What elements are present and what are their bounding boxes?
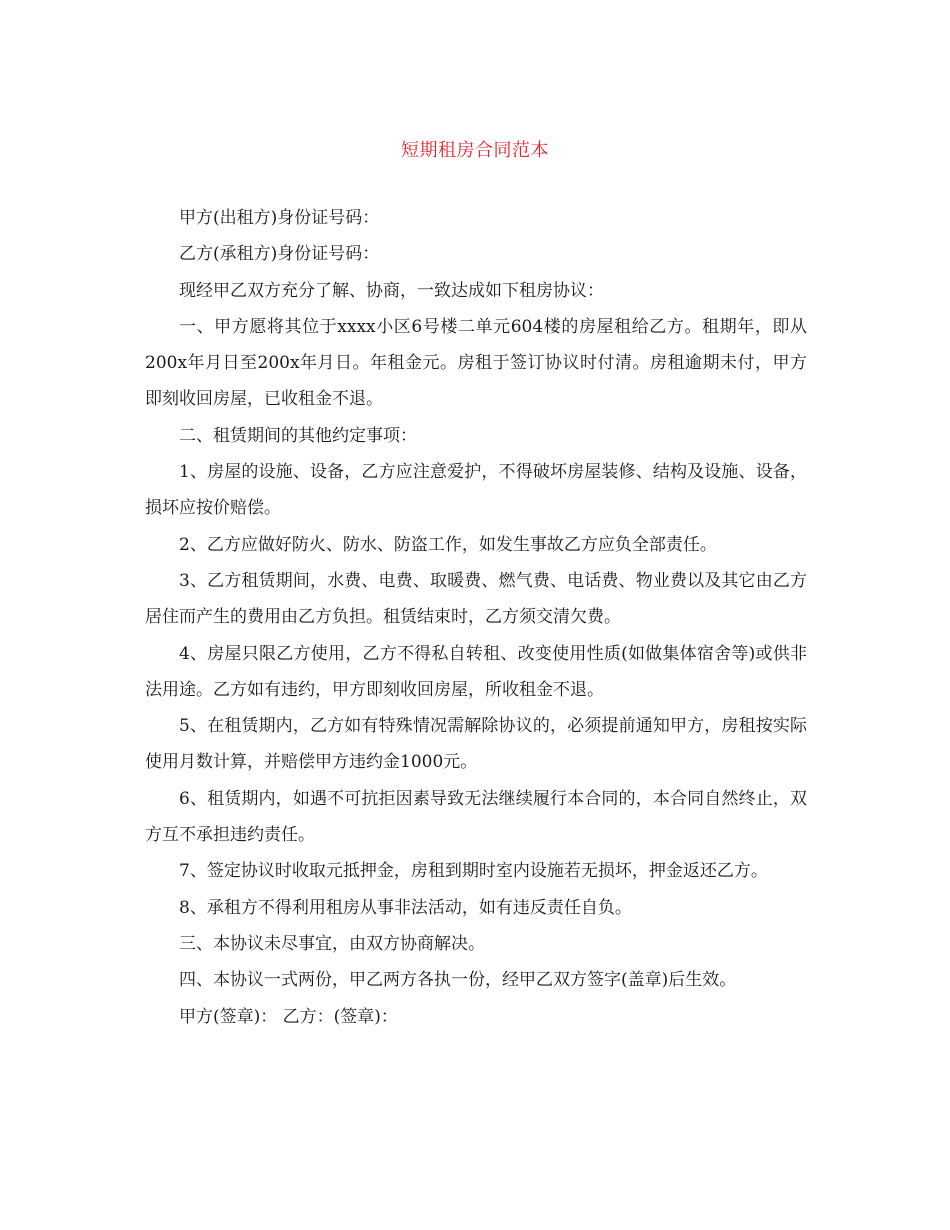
- signature-line: 甲方(签章)： 乙方：(签章)：: [179, 1006, 398, 1027]
- agreement-intro: 现经甲乙双方充分了解、协商，一致达成如下租房协议：: [179, 280, 604, 301]
- item-4: 4、房屋只限乙方使用，乙方不得私自转租、改变使用性质(如做集体宿舍等)或供非法用途。乙方如有违约，甲方即刻收回房屋，所收租金不退。: [145, 643, 807, 700]
- item-6: 6、租赁期内，如遇不可抗拒因素导致无法继续履行本合同的，本合同自然终止，双方互不承担违约责任。: [145, 788, 807, 846]
- document-title: 短期租房合同范本: [401, 140, 549, 161]
- item-1: 1、房屋的设施、设备，乙方应注意爱护，不得破坏房屋装修、结构及设施、设备，损坏应按价赔偿。: [145, 462, 807, 519]
- clause-4: 四、本协议一式两份，甲乙两方各执一份，经甲乙双方签字(盖章)后生效。: [179, 970, 737, 991]
- document-body: [145, 200, 807, 1035]
- item-2: 2、乙方应做好防火、防水、防盗工作，如发生事故乙方应负全部责任。: [179, 534, 717, 555]
- party-b-id-line: 乙方(承租方)身份证号码：: [179, 244, 380, 265]
- clause-1: 一、甲方愿将其位于xxxx小区6号楼二单元604楼的房屋租给乙方。租期年，即从200x年月日至200x年月日。年租金元。房租于签订协议时付清。房租逾期未付，甲方即刻收回房屋，已收租金不退。: [145, 316, 807, 410]
- clause-2-heading: 二、租赁期间的其他约定事项：: [179, 425, 417, 446]
- clause-3: 三、本协议未尽事宜，由双方协商解决。: [179, 933, 485, 954]
- item-5: 5、在租赁期内，乙方如有特殊情况需解除协议的，必须提前通知甲方，房租按实际使用月数计算，并赔偿甲方违约金1000元。: [145, 716, 807, 773]
- item-3: 3、乙方租赁期间，水费、电费、取暖费、燃气费、电话费、物业费以及其它由乙方居住而产生的费用由乙方负担。租赁结束时，乙方须交清欠费。: [145, 570, 807, 628]
- item-8: 8、承租方不得利用租房从事非法活动，如有违反责任自负。: [179, 897, 632, 918]
- item-7: 7、签定协议时收取元抵押金，房租到期时室内设施若无损坏，押金返还乙方。: [179, 861, 768, 882]
- party-a-id-line: 甲方(出租方)身份证号码：: [179, 208, 380, 228]
